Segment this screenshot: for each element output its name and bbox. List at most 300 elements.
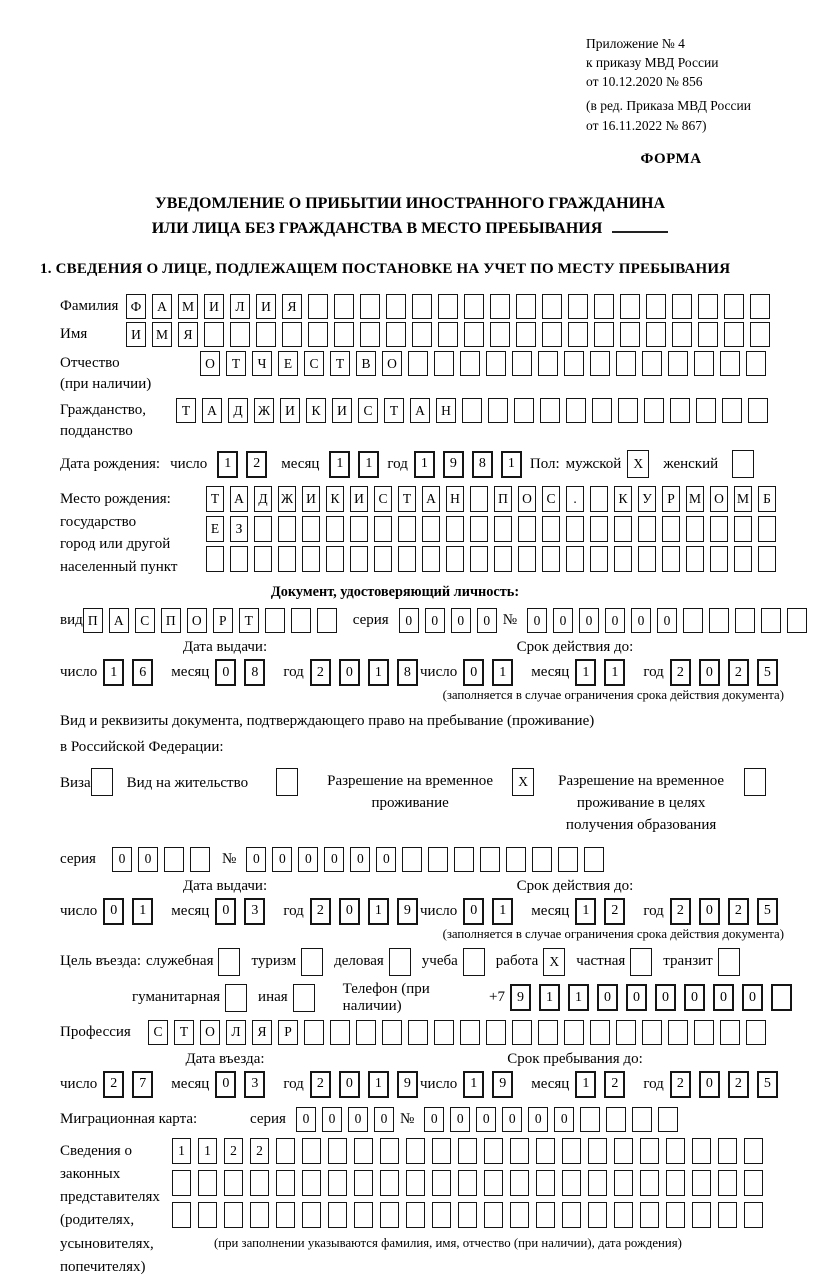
char-cell[interactable]: 0	[605, 608, 625, 633]
char-cell[interactable]	[564, 351, 584, 376]
char-cell[interactable]: 0	[339, 659, 360, 686]
char-cell[interactable]	[668, 351, 688, 376]
char-cell[interactable]	[91, 768, 113, 796]
char-cell[interactable]	[422, 546, 440, 572]
char-cell[interactable]	[758, 546, 776, 572]
char-cell[interactable]: Д	[254, 486, 272, 512]
char-cell[interactable]	[735, 608, 755, 633]
char-cell[interactable]	[771, 984, 792, 1011]
char-cell[interactable]: 2	[103, 1071, 124, 1098]
char-cell[interactable]	[422, 516, 440, 542]
char-cell[interactable]	[470, 486, 488, 512]
char-cell[interactable]	[250, 1170, 269, 1196]
char-cell[interactable]: 1	[172, 1138, 191, 1164]
char-cell[interactable]	[536, 1138, 555, 1164]
char-cell[interactable]	[787, 608, 807, 633]
char-cell[interactable]	[709, 608, 729, 633]
char-cell[interactable]: 0	[215, 898, 236, 925]
char-cell[interactable]	[326, 516, 344, 542]
char-cell[interactable]	[536, 1202, 555, 1228]
char-cell[interactable]	[724, 294, 744, 319]
char-cell[interactable]	[198, 1202, 217, 1228]
char-cell[interactable]	[301, 948, 323, 976]
char-cell[interactable]	[330, 1020, 350, 1045]
char-cell[interactable]: П	[83, 608, 103, 633]
char-cell[interactable]	[692, 1202, 711, 1228]
char-cell[interactable]	[724, 322, 744, 347]
char-cell[interactable]	[276, 768, 298, 796]
char-cell[interactable]	[666, 1202, 685, 1228]
char-cell[interactable]	[668, 1020, 688, 1045]
char-cell[interactable]	[250, 1202, 269, 1228]
char-cell[interactable]	[518, 516, 536, 542]
char-cell[interactable]	[646, 322, 666, 347]
char-cell[interactable]: 1	[368, 898, 389, 925]
char-cell[interactable]: 0	[579, 608, 599, 633]
char-cell[interactable]: 2	[604, 898, 625, 925]
char-cell[interactable]	[328, 1202, 347, 1228]
char-cell[interactable]	[354, 1202, 373, 1228]
char-cell[interactable]: 0	[298, 847, 318, 872]
char-cell[interactable]	[718, 1138, 737, 1164]
char-cell[interactable]: Т	[206, 486, 224, 512]
char-cell[interactable]: И	[350, 486, 368, 512]
char-cell[interactable]	[276, 1170, 295, 1196]
char-cell[interactable]	[683, 608, 703, 633]
char-cell[interactable]	[254, 516, 272, 542]
char-cell[interactable]	[662, 516, 680, 542]
char-cell[interactable]: 0	[112, 847, 132, 872]
char-cell[interactable]	[510, 1170, 529, 1196]
char-cell[interactable]: 2	[310, 898, 331, 925]
char-cell[interactable]	[225, 984, 247, 1012]
char-cell[interactable]: О	[382, 351, 402, 376]
char-cell[interactable]: А	[422, 486, 440, 512]
char-cell[interactable]: 0	[713, 984, 734, 1011]
char-cell[interactable]	[164, 847, 184, 872]
char-cell[interactable]: 2	[670, 1071, 691, 1098]
char-cell[interactable]: 0	[655, 984, 676, 1011]
char-cell[interactable]: 8	[244, 659, 265, 686]
char-cell[interactable]	[230, 546, 248, 572]
char-cell[interactable]	[584, 847, 604, 872]
char-cell[interactable]	[630, 948, 652, 976]
char-cell[interactable]: Л	[226, 1020, 246, 1045]
char-cell[interactable]	[510, 1138, 529, 1164]
char-cell[interactable]	[172, 1202, 191, 1228]
char-cell[interactable]	[590, 351, 610, 376]
char-cell[interactable]	[488, 398, 508, 423]
char-cell[interactable]	[732, 450, 754, 478]
char-cell[interactable]	[432, 1202, 451, 1228]
char-cell[interactable]	[640, 1138, 659, 1164]
char-cell[interactable]: 1	[103, 659, 124, 686]
char-cell[interactable]	[670, 398, 690, 423]
char-cell[interactable]: Н	[446, 486, 464, 512]
char-cell[interactable]: Ж	[254, 398, 274, 423]
char-cell[interactable]: 1	[358, 451, 379, 478]
char-cell[interactable]	[748, 398, 768, 423]
char-cell[interactable]: П	[494, 486, 512, 512]
char-cell[interactable]: 1	[132, 898, 153, 925]
char-cell[interactable]: 3	[244, 1071, 265, 1098]
char-cell[interactable]: 3	[244, 898, 265, 925]
char-cell[interactable]	[710, 546, 728, 572]
char-cell[interactable]: 0	[376, 847, 396, 872]
char-cell[interactable]: 1	[492, 898, 513, 925]
char-cell[interactable]	[642, 1020, 662, 1045]
char-cell[interactable]: 9	[397, 1071, 418, 1098]
char-cell[interactable]	[640, 1202, 659, 1228]
char-cell[interactable]	[744, 1170, 763, 1196]
char-cell[interactable]	[308, 322, 328, 347]
char-cell[interactable]: И	[204, 294, 224, 319]
char-cell[interactable]	[646, 294, 666, 319]
char-cell[interactable]	[302, 546, 320, 572]
char-cell[interactable]	[190, 847, 210, 872]
char-cell[interactable]	[434, 1020, 454, 1045]
char-cell[interactable]	[408, 1020, 428, 1045]
char-cell[interactable]: X	[512, 768, 534, 796]
char-cell[interactable]	[516, 294, 536, 319]
char-cell[interactable]	[761, 608, 781, 633]
char-cell[interactable]: 0	[424, 1107, 444, 1132]
char-cell[interactable]	[722, 398, 742, 423]
char-cell[interactable]: 0	[528, 1107, 548, 1132]
char-cell[interactable]: Б	[758, 486, 776, 512]
char-cell[interactable]	[494, 516, 512, 542]
char-cell[interactable]: Ч	[252, 351, 272, 376]
char-cell[interactable]	[686, 516, 704, 542]
char-cell[interactable]	[206, 546, 224, 572]
char-cell[interactable]: С	[542, 486, 560, 512]
char-cell[interactable]	[198, 1170, 217, 1196]
char-cell[interactable]	[380, 1170, 399, 1196]
char-cell[interactable]: Т	[330, 351, 350, 376]
char-cell[interactable]: К	[306, 398, 326, 423]
char-cell[interactable]: 0	[699, 1071, 720, 1098]
char-cell[interactable]	[540, 398, 560, 423]
char-cell[interactable]	[293, 984, 315, 1012]
char-cell[interactable]: О	[200, 351, 220, 376]
char-cell[interactable]: 0	[215, 1071, 236, 1098]
char-cell[interactable]	[406, 1138, 425, 1164]
char-cell[interactable]: К	[326, 486, 344, 512]
char-cell[interactable]	[566, 516, 584, 542]
char-cell[interactable]: 1	[575, 1071, 596, 1098]
char-cell[interactable]: С	[358, 398, 378, 423]
char-cell[interactable]: 6	[132, 659, 153, 686]
char-cell[interactable]	[360, 322, 380, 347]
char-cell[interactable]: 5	[757, 659, 778, 686]
char-cell[interactable]	[694, 1020, 714, 1045]
char-cell[interactable]	[480, 847, 500, 872]
char-cell[interactable]	[750, 294, 770, 319]
char-cell[interactable]: 1	[329, 451, 350, 478]
char-cell[interactable]	[698, 294, 718, 319]
char-cell[interactable]	[666, 1138, 685, 1164]
char-cell[interactable]: Я	[282, 294, 302, 319]
char-cell[interactable]: 0	[246, 847, 266, 872]
char-cell[interactable]	[354, 1170, 373, 1196]
char-cell[interactable]	[382, 1020, 402, 1045]
char-cell[interactable]	[230, 322, 250, 347]
char-cell[interactable]: 7	[132, 1071, 153, 1098]
char-cell[interactable]: Р	[662, 486, 680, 512]
char-cell[interactable]: 1	[492, 659, 513, 686]
char-cell[interactable]: 2	[670, 898, 691, 925]
char-cell[interactable]: С	[148, 1020, 168, 1045]
char-cell[interactable]	[658, 1107, 678, 1132]
char-cell[interactable]: О	[187, 608, 207, 633]
char-cell[interactable]: 0	[742, 984, 763, 1011]
char-cell[interactable]	[291, 608, 311, 633]
char-cell[interactable]: 1	[575, 898, 596, 925]
char-cell[interactable]: 0	[463, 898, 484, 925]
char-cell[interactable]	[692, 1138, 711, 1164]
char-cell[interactable]	[302, 516, 320, 542]
char-cell[interactable]: 8	[472, 451, 493, 478]
char-cell[interactable]: 0	[699, 898, 720, 925]
char-cell[interactable]	[568, 322, 588, 347]
char-cell[interactable]	[350, 516, 368, 542]
char-cell[interactable]	[758, 516, 776, 542]
char-cell[interactable]	[744, 1202, 763, 1228]
char-cell[interactable]: 0	[374, 1107, 394, 1132]
char-cell[interactable]: А	[109, 608, 129, 633]
char-cell[interactable]	[458, 1202, 477, 1228]
char-cell[interactable]	[302, 1202, 321, 1228]
char-cell[interactable]	[490, 294, 510, 319]
char-cell[interactable]	[317, 608, 337, 633]
char-cell[interactable]	[224, 1170, 243, 1196]
char-cell[interactable]	[265, 608, 285, 633]
char-cell[interactable]	[218, 948, 240, 976]
char-cell[interactable]	[326, 546, 344, 572]
char-cell[interactable]: 0	[399, 608, 419, 633]
char-cell[interactable]: 2	[310, 659, 331, 686]
char-cell[interactable]: П	[161, 608, 181, 633]
char-cell[interactable]: 1	[217, 451, 238, 478]
char-cell[interactable]	[304, 1020, 324, 1045]
char-cell[interactable]: 0	[554, 1107, 574, 1132]
char-cell[interactable]	[744, 768, 766, 796]
char-cell[interactable]: 9	[492, 1071, 513, 1098]
char-cell[interactable]	[278, 516, 296, 542]
char-cell[interactable]	[518, 546, 536, 572]
char-cell[interactable]: 0	[339, 898, 360, 925]
char-cell[interactable]	[256, 322, 276, 347]
char-cell[interactable]	[594, 322, 614, 347]
char-cell[interactable]: У	[638, 486, 656, 512]
char-cell[interactable]	[406, 1202, 425, 1228]
char-cell[interactable]: О	[518, 486, 536, 512]
char-cell[interactable]: 1	[604, 659, 625, 686]
char-cell[interactable]	[328, 1170, 347, 1196]
char-cell[interactable]	[516, 322, 536, 347]
char-cell[interactable]	[638, 546, 656, 572]
char-cell[interactable]	[538, 351, 558, 376]
char-cell[interactable]: 2	[670, 659, 691, 686]
char-cell[interactable]	[746, 1020, 766, 1045]
char-cell[interactable]	[432, 1138, 451, 1164]
char-cell[interactable]: 0	[657, 608, 677, 633]
char-cell[interactable]	[172, 1170, 191, 1196]
char-cell[interactable]: 1	[414, 451, 435, 478]
char-cell[interactable]	[686, 546, 704, 572]
char-cell[interactable]	[458, 1138, 477, 1164]
char-cell[interactable]	[380, 1202, 399, 1228]
char-cell[interactable]	[562, 1138, 581, 1164]
char-cell[interactable]: О	[710, 486, 728, 512]
char-cell[interactable]	[406, 1170, 425, 1196]
char-cell[interactable]: 0	[272, 847, 292, 872]
char-cell[interactable]	[568, 294, 588, 319]
char-cell[interactable]: А	[230, 486, 248, 512]
char-cell[interactable]: В	[356, 351, 376, 376]
char-cell[interactable]	[614, 516, 632, 542]
char-cell[interactable]	[620, 294, 640, 319]
char-cell[interactable]	[542, 322, 562, 347]
char-cell[interactable]	[408, 351, 428, 376]
char-cell[interactable]	[616, 1020, 636, 1045]
char-cell[interactable]: Л	[230, 294, 250, 319]
char-cell[interactable]	[386, 322, 406, 347]
char-cell[interactable]	[278, 546, 296, 572]
char-cell[interactable]: М	[734, 486, 752, 512]
char-cell[interactable]: 1	[368, 1071, 389, 1098]
char-cell[interactable]	[484, 1170, 503, 1196]
char-cell[interactable]: А	[410, 398, 430, 423]
char-cell[interactable]: Т	[226, 351, 246, 376]
char-cell[interactable]	[334, 322, 354, 347]
char-cell[interactable]	[204, 322, 224, 347]
char-cell[interactable]	[512, 351, 532, 376]
char-cell[interactable]	[614, 1170, 633, 1196]
char-cell[interactable]	[389, 948, 411, 976]
char-cell[interactable]: А	[202, 398, 222, 423]
char-cell[interactable]: 2	[250, 1138, 269, 1164]
char-cell[interactable]: 0	[463, 659, 484, 686]
char-cell[interactable]	[590, 486, 608, 512]
char-cell[interactable]: 5	[757, 898, 778, 925]
char-cell[interactable]: Т	[174, 1020, 194, 1045]
char-cell[interactable]	[308, 294, 328, 319]
char-cell[interactable]	[580, 1107, 600, 1132]
char-cell[interactable]	[672, 322, 692, 347]
char-cell[interactable]: О	[200, 1020, 220, 1045]
char-cell[interactable]: 0	[339, 1071, 360, 1098]
char-cell[interactable]	[592, 398, 612, 423]
char-cell[interactable]	[398, 546, 416, 572]
char-cell[interactable]	[750, 322, 770, 347]
char-cell[interactable]	[438, 294, 458, 319]
char-cell[interactable]: Т	[239, 608, 259, 633]
char-cell[interactable]: 0	[527, 608, 547, 633]
char-cell[interactable]	[380, 1138, 399, 1164]
char-cell[interactable]	[512, 1020, 532, 1045]
char-cell[interactable]	[428, 847, 448, 872]
char-cell[interactable]: 0	[425, 608, 445, 633]
char-cell[interactable]: 9	[443, 451, 464, 478]
char-cell[interactable]: М	[178, 294, 198, 319]
char-cell[interactable]: 9	[510, 984, 531, 1011]
char-cell[interactable]: 0	[296, 1107, 316, 1132]
char-cell[interactable]: З	[230, 516, 248, 542]
char-cell[interactable]	[590, 546, 608, 572]
char-cell[interactable]	[402, 847, 422, 872]
char-cell[interactable]: Е	[206, 516, 224, 542]
char-cell[interactable]	[734, 546, 752, 572]
char-cell[interactable]: 2	[728, 1071, 749, 1098]
char-cell[interactable]: 2	[728, 898, 749, 925]
char-cell[interactable]: 1	[368, 659, 389, 686]
char-cell[interactable]: Ф	[126, 294, 146, 319]
char-cell[interactable]	[254, 546, 272, 572]
char-cell[interactable]	[356, 1020, 376, 1045]
char-cell[interactable]: Е	[278, 351, 298, 376]
char-cell[interactable]: 0	[215, 659, 236, 686]
char-cell[interactable]	[462, 398, 482, 423]
char-cell[interactable]	[464, 294, 484, 319]
char-cell[interactable]	[458, 1170, 477, 1196]
char-cell[interactable]: 0	[684, 984, 705, 1011]
char-cell[interactable]	[432, 1170, 451, 1196]
char-cell[interactable]: 1	[568, 984, 589, 1011]
char-cell[interactable]: С	[135, 608, 155, 633]
char-cell[interactable]	[720, 351, 740, 376]
char-cell[interactable]: 8	[397, 659, 418, 686]
char-cell[interactable]: 9	[397, 898, 418, 925]
char-cell[interactable]: 0	[553, 608, 573, 633]
char-cell[interactable]	[494, 546, 512, 572]
char-cell[interactable]	[744, 1138, 763, 1164]
char-cell[interactable]	[514, 398, 534, 423]
char-cell[interactable]: И	[280, 398, 300, 423]
char-cell[interactable]: Т	[398, 486, 416, 512]
char-cell[interactable]	[484, 1202, 503, 1228]
char-cell[interactable]	[696, 398, 716, 423]
char-cell[interactable]: 2	[224, 1138, 243, 1164]
char-cell[interactable]	[470, 546, 488, 572]
char-cell[interactable]	[666, 1170, 685, 1196]
char-cell[interactable]	[464, 322, 484, 347]
char-cell[interactable]: .	[566, 486, 584, 512]
char-cell[interactable]	[328, 1138, 347, 1164]
char-cell[interactable]	[484, 1138, 503, 1164]
char-cell[interactable]: 2	[310, 1071, 331, 1098]
char-cell[interactable]	[614, 546, 632, 572]
char-cell[interactable]	[662, 546, 680, 572]
char-cell[interactable]	[720, 1020, 740, 1045]
char-cell[interactable]	[360, 294, 380, 319]
char-cell[interactable]	[588, 1138, 607, 1164]
char-cell[interactable]	[486, 351, 506, 376]
char-cell[interactable]: И	[126, 322, 146, 347]
char-cell[interactable]: 5	[757, 1071, 778, 1098]
char-cell[interactable]: 0	[502, 1107, 522, 1132]
char-cell[interactable]	[566, 546, 584, 572]
char-cell[interactable]: 1	[501, 451, 522, 478]
char-cell[interactable]	[718, 1170, 737, 1196]
char-cell[interactable]	[224, 1202, 243, 1228]
char-cell[interactable]: 0	[597, 984, 618, 1011]
char-cell[interactable]	[486, 1020, 506, 1045]
char-cell[interactable]: X	[543, 948, 565, 976]
char-cell[interactable]: 0	[451, 608, 471, 633]
char-cell[interactable]	[692, 1170, 711, 1196]
char-cell[interactable]	[276, 1202, 295, 1228]
